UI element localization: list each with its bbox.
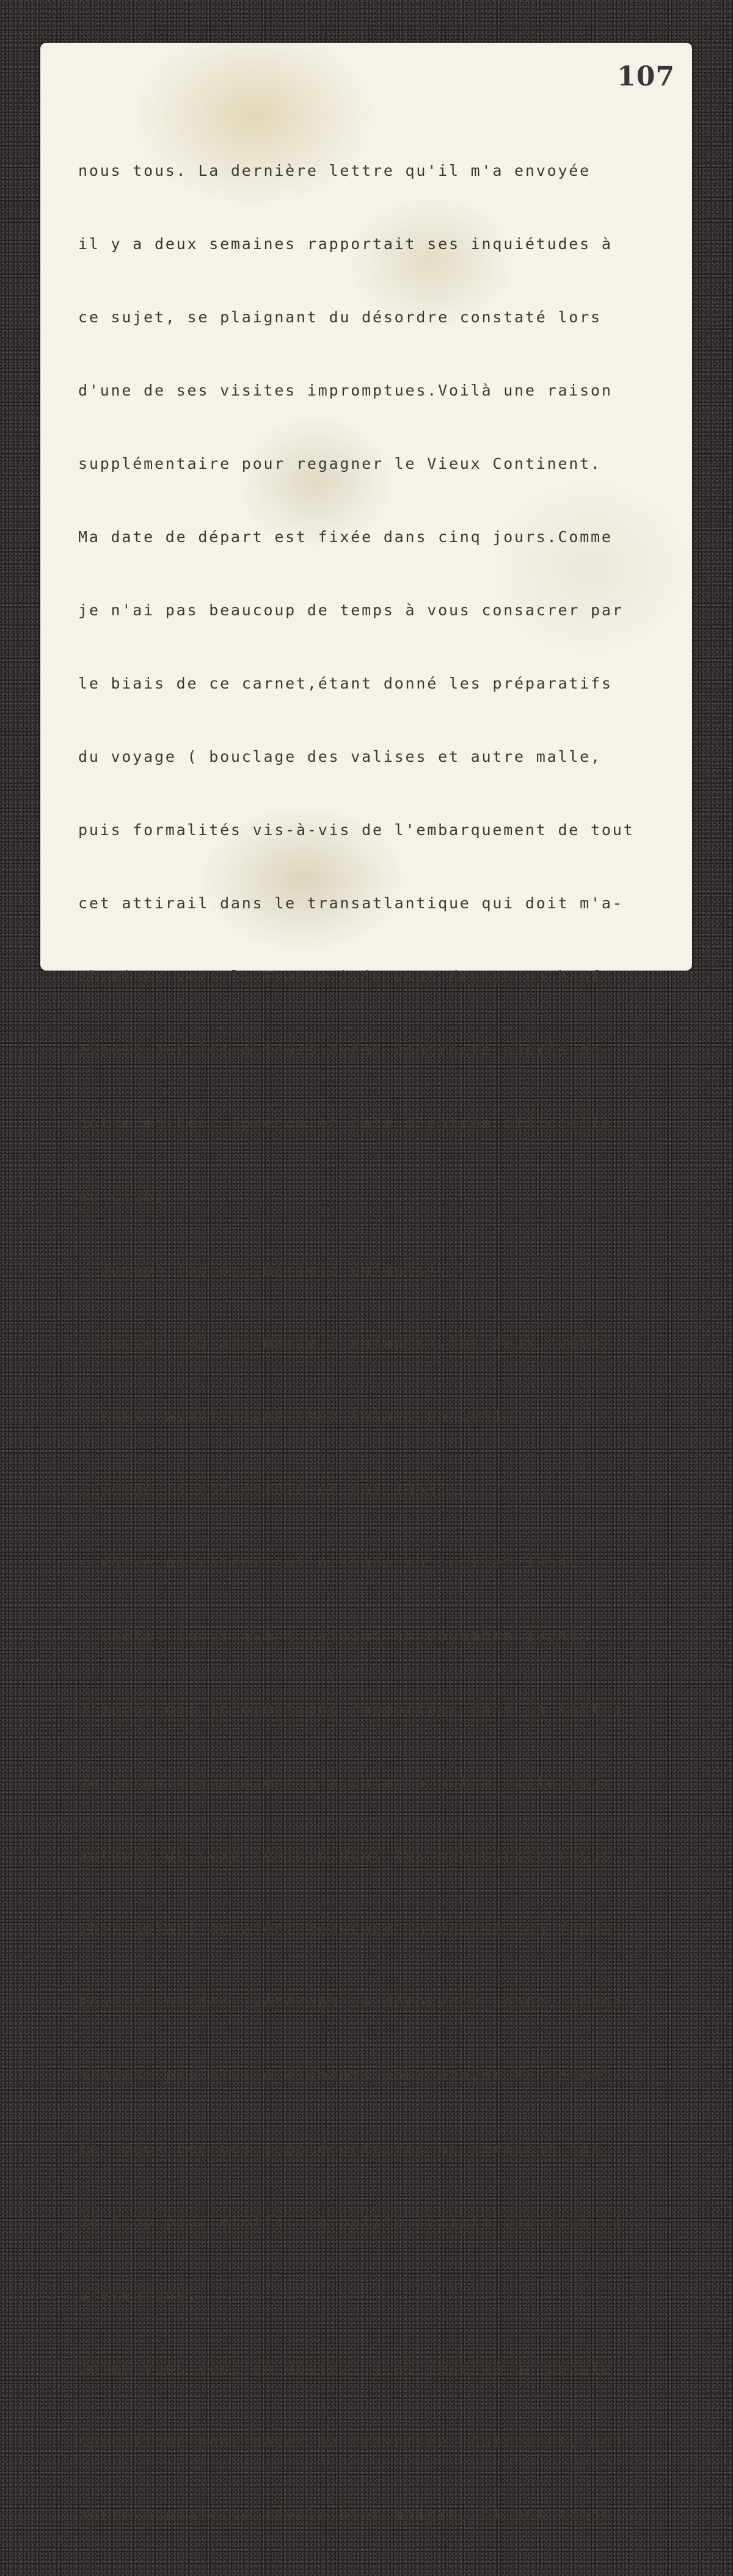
text-line: supplémentaire pour regagner le Vieux Continent. bbox=[78, 455, 602, 472]
text-line: Comme vous vous en doutez, j'ai réservé un pécule bbox=[78, 2359, 613, 2377]
list-item-continuation: rans" ayant signé chez Solari en 1951. bbox=[78, 1407, 515, 1425]
text-line: teur et un des "vétérans".A découvrir, donc, Serge bbox=[78, 1993, 624, 2011]
list-item: - Votre narrateur qui a signé en juillet 1954. bbox=[78, 1554, 580, 1571]
text-line: cet attirail dans le transatlantique qui doit m'a- bbox=[78, 894, 624, 912]
text-line: auteurs de sexe féminin,dont les manuscrits reçus bbox=[78, 1847, 613, 1864]
text-line: de trop pour étoffer la petite société que nous re- bbox=[78, 2213, 635, 2230]
page-number: 107 bbox=[617, 61, 675, 92]
text-line: du voyage ( bouclage des valises et autre malle, bbox=[78, 748, 602, 765]
text-line: le biais de ce carnet,étant donné les préparatifs bbox=[78, 675, 613, 692]
text-line: ce sujet, se plaignant du désordre constaté lors bbox=[78, 308, 602, 326]
text-line: de Serge,viendraient s'ajouter à notre liste deux bbox=[78, 1773, 613, 1791]
text-line: D'après des informations rapportées dans la lettre bbox=[78, 1700, 624, 1718]
list-item: - Lucien (45 ans,marié,3 enfants).les deux "vété- bbox=[78, 1334, 613, 1351]
list-item: - Serge (s'est enrolé en mai 1953). bbox=[78, 1480, 460, 1498]
text-line: il y a deux semaines rapportait ses inquiétudes à bbox=[78, 235, 613, 253]
text-line: nous tous. La dernière lettre qu'il m'a envoyée bbox=[78, 162, 591, 179]
typewritten-text bbox=[78, 110, 689, 2576]
list-item: - Gaëtan (nous ayant rejoint en novembre 1954). bbox=[78, 1627, 591, 1644]
text-line: le. Deux recrues supplémentaires ne seraient pas bbox=[78, 2140, 602, 2157]
list-item: - Joseph (50 ans,marié,2 enfants). bbox=[78, 1261, 449, 1278]
text-line: puis formalités vis-à-vis de l'embarquement de tout bbox=[78, 821, 635, 839]
text-line: n'ayant pas plus d'éléments pour étayer sa nouvel- bbox=[78, 2066, 624, 2084]
text-line: au club) : bbox=[78, 1187, 188, 1205]
text-line: d'une de ses visites impromptues.Voilà une raison bbox=[78, 382, 613, 399]
text-line: porte-monnaie se révèle bien maigre, il est temps bbox=[78, 2506, 613, 2524]
text-line: exposé sur les auteurs ayant contracté auprès de bbox=[78, 1041, 602, 1058]
text-line: cheminer vers la France ),je vous dresse un bref bbox=[78, 968, 602, 985]
text-line: spécifique pour payer ma traversée. Autrement, mon bbox=[78, 2433, 624, 2450]
text-line: chez Solari auraient beaucoup intéressé son fonda- bbox=[78, 1920, 624, 1937]
text-line: je n'ai pas beaucoup de temps à vous consacrer par bbox=[78, 601, 624, 619]
text-line: notre éditeur (prénom et date d'entrée officielle bbox=[78, 1114, 613, 1132]
text-line: Ma date de départ est fixée dans cinq jours.Comme bbox=[78, 528, 613, 546]
typewritten-page bbox=[40, 43, 692, 2524]
text-line: présentons. bbox=[78, 2286, 199, 2304]
